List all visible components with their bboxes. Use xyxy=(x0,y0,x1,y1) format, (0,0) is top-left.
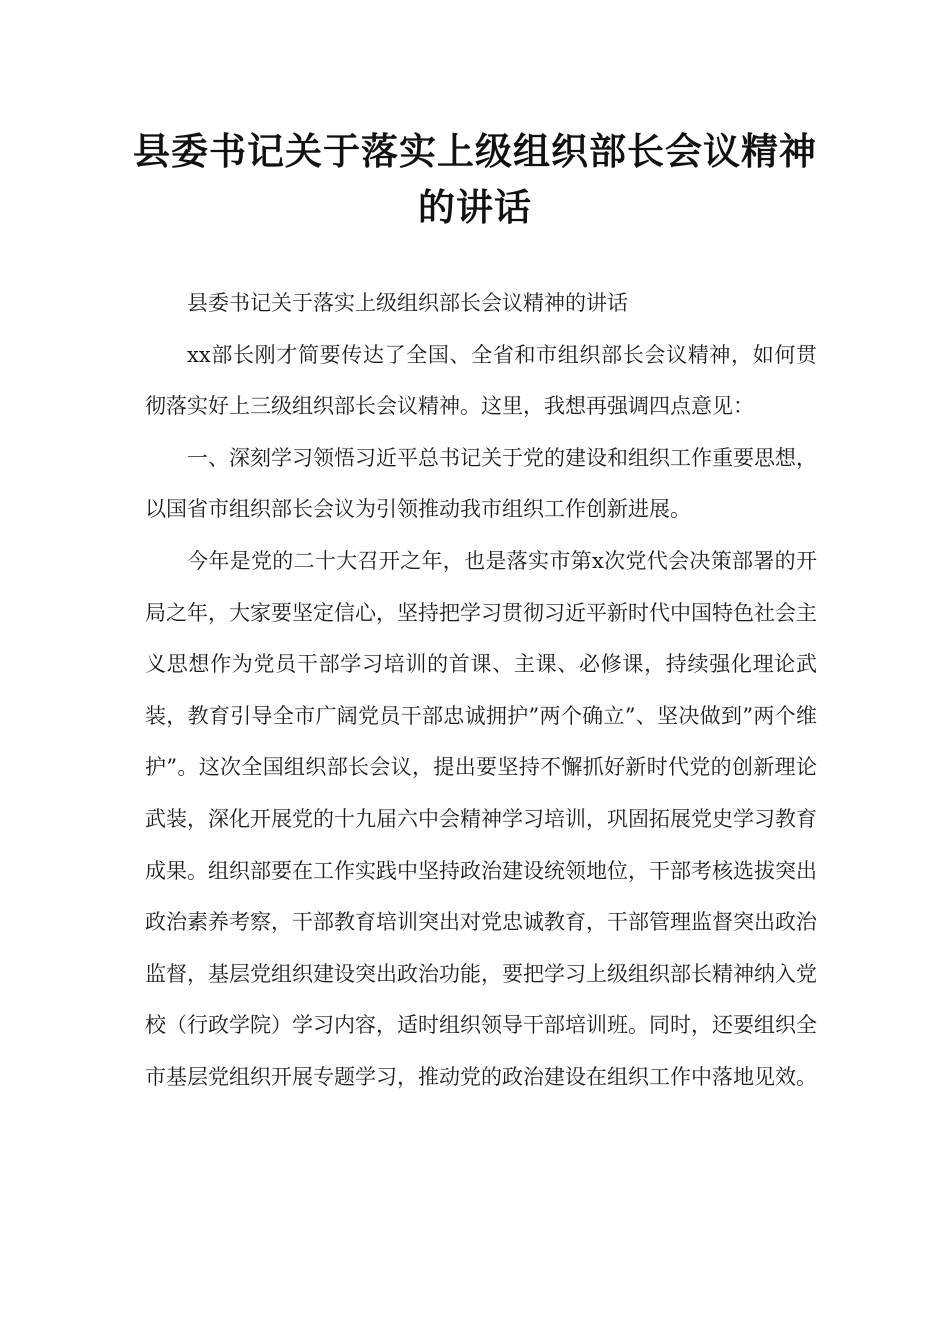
paragraph-subtitle: 县委书记关于落实上级组织部长会议精神的讲话 xyxy=(187,291,628,315)
document-title: 县委书记关于落实上级组织部长会议精神的讲话 xyxy=(133,130,817,229)
paragraph-section-one-body: 今年是党的二十大召开之年，也是落实市第x次党代会决策部署的开局之年，大家要坚定信心，坚持把学习贯彻习近平新时代中国特色社会主义思想作为党员干部学习培训的首课、主课、必修课，持续强化理论武装，教育引导全市广阔党员干部忠诚拥护”两个确立”、坚决做到”两个维护”。这次全国组织部长会议，提出要坚持不懈抓好新时代党的创新理论武装，深化开展党的十九届六中会精神学习培训，巩固拓展党史学习教育成果。组织部要在工作实践中坚持政治建设统领地位，干部考核选拔突出政治素养考察，干部教育培训突出对党忠诚教育，干部管理监督突出政治监督，基层党组织建设突出政治功能，要把学习上级组织部长精神纳入党校（行政学院）学习内容，适时组织领导干部培训班。同时，还要组织全市基层党组织开展专题学习，推动党的政治建设在组织工作中落地见效。 xyxy=(145,548,817,1089)
paragraph-intro: xx部长刚才简要传达了全国、全省和市组织部长会议精神，如何贯彻落实好上三级组织部长会议精神。这里，我想再强调四点意见： xyxy=(145,342,817,419)
document-body xyxy=(145,278,817,1104)
paragraph-section-one-heading: 一、深刻学习领悟习近平总书记关于党的建设和组织工作重要思想，以国省市组织部长会议为引领推动我市组织工作创新进展。 xyxy=(145,445,817,522)
